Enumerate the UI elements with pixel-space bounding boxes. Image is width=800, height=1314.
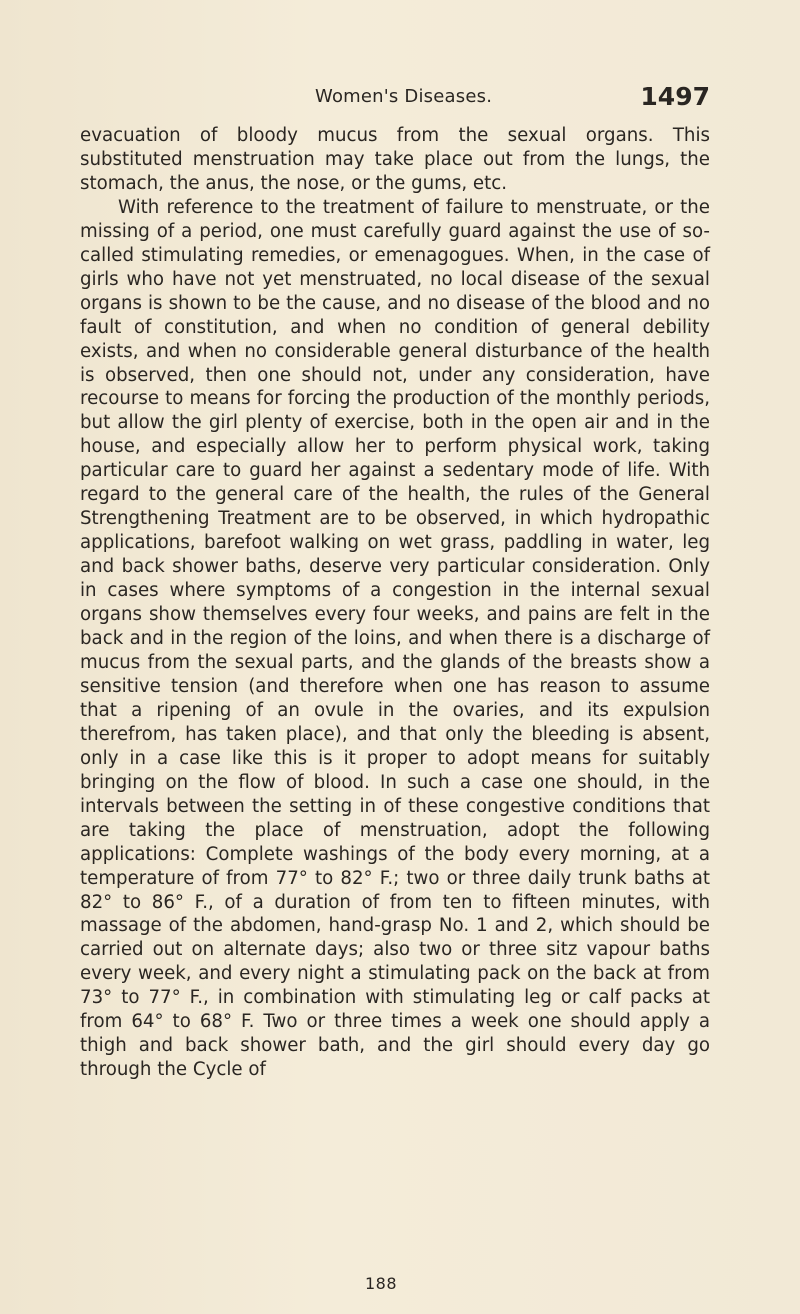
running-title: Women's Diseases. <box>315 86 493 107</box>
running-head <box>80 76 710 116</box>
signature-mark: 188 <box>365 1274 398 1293</box>
paragraph-treatment: With reference to the treatment of failure to menstruate, or the missing of a period, one must carefully guard against the use of so-called stimulating remedies, or emenagogues. When, in the case of girls who have not yet menstruated, no local disease of the sexual organs is shown to be the cause, and no disease of the blood and no fault of constitution, and when no condition of general debility exists, and when no considerable general disturbance of the health is observed, then one should not, under any consideration, have recourse to means for forcing the production of the monthly periods, but allow the girl plenty of exercise, both in the open air and in the house, and especially allow her to perform physical work, taking particular care to guard her against a sedentary mode of life. With regard to the general care of the health, the rules of the General Strengthening Treatment are to be observed, in which hydropathic applications, barefoot walking on wet grass, paddling in water, leg and back shower baths, deserve very particular consideration. Only in cases where symptoms of a congestion in the internal sexual organs show themselves every four weeks, and pains are felt in the back and in the region of the loins, and when there is a discharge of mucus from the sexual parts, and the glands of the breasts show a sensitive tension (and therefore when one has reason to assume that a ripening of an ovule in the ovaries, and its expulsion therefrom, has taken place), and that only the bleeding is absent, only in a case like this is it proper to adopt means for suitably bringing on the flow of blood. In such a case one should, in the intervals between the setting in of these congestive conditions that are taking the place of menstruation, adopt the following applications: Complete washings of the body every morning, at a temperature of from 77° to 82° F.; two or three daily trunk baths at 82° to 86° F., of a duration of from ten to fifteen minutes, with massage of the abdomen, hand-grasp No. 1 and 2, which should be carried out on alternate days; also two or three sitz vapour baths every week, and every night a stimulating pack on the back at from 73° to 77° F., in combination with stimulating leg or calf packs at from 64° to 68° F. Two or three times a week one should apply a thigh and back shower bath, and the girl should every day go through the Cycle of <box>80 196 710 1081</box>
paragraph-continuation: evacuation of bloody mucus from the sexual organs. This substituted menstruation may take place out from the lungs, the stomach, the anus, the nose, or the gums, etc. <box>80 125 710 194</box>
body-text <box>80 124 710 1082</box>
page-number: 1497 <box>640 82 710 111</box>
